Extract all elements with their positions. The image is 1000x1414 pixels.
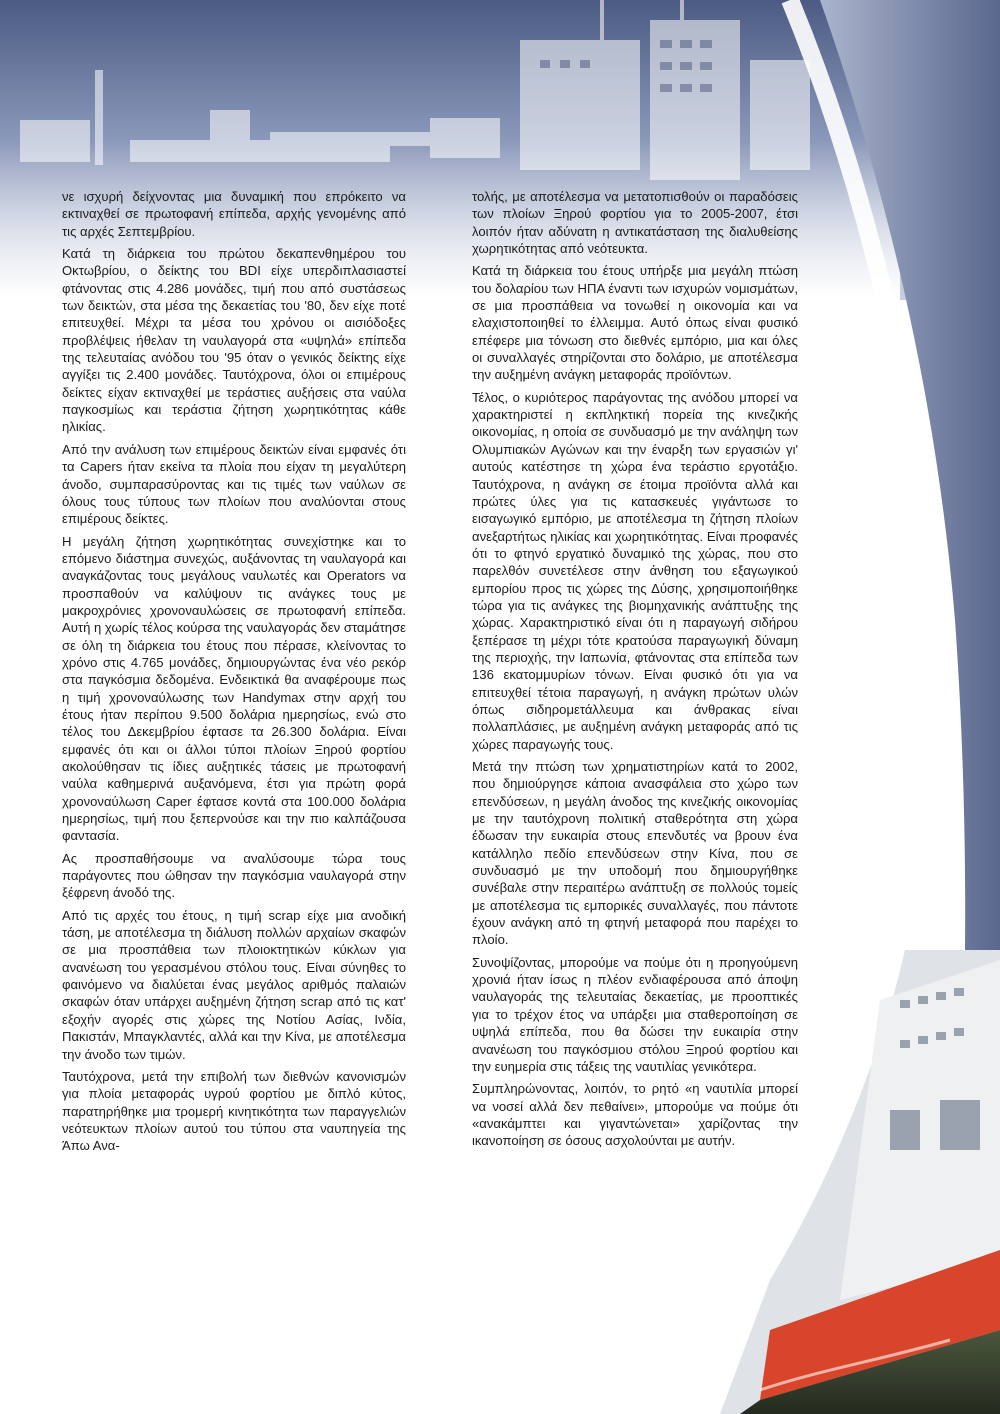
paragraph: Η μεγάλη ζήτηση χωρητικότητας συνεχίστηκε και το επόμενο διάστημα συνεχώς, αυξάνοντας τη ναυλαγορά και αναγκάζοντας τους μεγάλους ναυλωτές και Operators να προσπαθούν να καλύψουν τις ανάγκες τους με μακροχρόνιες χρονοναυλώσεις σε πρωτοφανή επίπεδα. Αυτή η χωρίς τέλος κούρσα της ναυλαγοράς δεν σταμάτησε σε όλη τη διάρκεια του έτους που πέρασε, κλείνοντας το χρόνο στις 4.765 μονάδες, δημιουργώντας ένα νέο ρεκόρ στα παγκόσμια δεδομένα. Ενδεικτικά θα αναφέρουμε πως η τιμή χρονοναύλωσης των Handymax στην αρχή του έτους ήταν περίπου 9.500 δολάρια ημερησίως, ενώ στο τέλος του Δεκεμβρίου έφτασε τα 26.300 δολάρια. Είναι εμφανές ότι και οι άλλοι τύποι πλοίων Ξηρού φορτίου ακολούθησαν τις ίδιες αυξητικές τάσεις με πρωτοφανή ναύλα καθημερινά αυξανόμενα, έτσι για πρώτη φορά χρονοναύλωση Caper έφτασε κοντά στα 100.000 δολάρια ημερησίως, τιμή που ξεπερνούσε και την πιο καλπάζουσα φαντασία. bbox=[62, 533, 406, 844]
paragraph: Τέλος, ο κυριότερος παράγοντας της ανόδου μπορεί να χαρακτηριστεί η εκπληκτική πορεία της κινεζικής οικονομίας, η οποία σε συνδυασμό με την ανάληψη των Ολυμπιακών Αγώνων και την έναρξη των εργασιών γι' αυτούς κατέστησε τη χώρα ένα τεράστιο εργοτάξιο. Ταυτόχρονα, η ανάγκη σε έτοιμα προϊόντα αλλά και πρώτες ύλες για τις κατασκευές γιγάντωσε το εισαγωγικό εμπόριο, με αποτέλεσμα τη ζήτηση πλοίων ανεξαρτήτως ηλικίας και χωρητικότητας. Είναι προφανές ότι το φτηνό εργατικό δυναμικό της χώρας, που στο παρελθόν συνετέλεσε στην άνθηση του εξαγωγικού εμπορίου προς τις χώρες της Δύσης, χρησιμοποιήθηκε τώρα για τις ανάγκες της βιομηχανικής ανάπτυξης της χώρας. Χαρακτηριστικό είναι ότι η παραγωγή σιδήρου ξεπέρασε τη μέχρι τότε κρατούσα παραγωγική δύναμη της περιοχής, την Ιαπωνία, φτάνοντας στα επίπεδα των 136 εκατομμυρίων τόνων. Είναι φυσικό ότι για να επιτευχθεί τέτοια παραγωγή, η ανάγκη πρώτων υλών όπως σιδηρομετάλλευμα και άνθρακας είναι πολλαπλάσιες, με αυξημένη ανάγκη μεταφοράς από τις χώρες παραγωγής τους. bbox=[472, 389, 798, 752]
paragraph: Ταυτόχρονα, μετά την επιβολή των διεθνών κανονισμών για πλοία μεταφοράς υγρού φορτίου με διπλό κύτος, παρατηρήθηκε μια τρομερή κινητικότητα των παραγγελιών νεότευκτων πλοίων αυτού του τύπου στα ναυπηγεία της Άπω Ανα- bbox=[62, 1068, 406, 1154]
paragraph: Κατά τη διάρκεια του πρώτου δεκαπενθημέρου του Οκτωβρίου, ο δείκτης του BDI είχε υπερδιπλασιαστεί φτάνοντας στις 4.286 μονάδες, τιμή που από συστάσεως των δεικτών, στα μέσα της δεκαετίας του '80, δεν είχε ποτέ επιτευχθεί. Μέχρι τα μέσα του χρόνου οι αισιόδοξες προβλέψεις ήθελαν τη ναυλαγορά στα «υψηλά» επίπεδα της τελευταίας ανόδου του '95 όταν ο γενικός δείκτης είχε αγγίξει τις 2.400 μονάδες. Ταυτόχρονα, όλοι οι επιμέρους δείκτες είχαν εκτιναχθεί με τεράστιες αυξήσεις στα ναύλα παγκοσμίως και τεράστια ζήτηση χωρητικότητας κάθε ηλικίας. bbox=[62, 246, 406, 435]
paragraph: νε ισχυρή δείχνοντας μια δυναμική που επρόκειτο να εκτιναχθεί σε πρωτοφανή επίπεδα, αρχής γενομένης από τις αρχές Σεπτεμβρίου. bbox=[62, 189, 406, 239]
paragraph: Συνοψίζοντας, μπορούμε να πούμε ότι η προηγούμενη χρονιά ήταν ίσως η πλέον ενδιαφέρουσα από άποψη ναυλαγοράς της τελευταίας δεκαετίας, με προοπτικές για το τρέχον έτος να υπάρξει μια σταθεροποίηση σε υψηλά επίπεδα, που θα δώσει την ευκαιρία στην ανανέωση του παγκόσμιου στόλου Ξηρού φορτίου και την ευημερία στις τάξεις της ναυτιλίας γενικότερα. bbox=[472, 954, 798, 1074]
article-right-column bbox=[472, 188, 798, 1150]
paragraph: Μετά την πτώση των χρηματιστηρίων κατά το 2002, που δημιούργησε κάποια ανασφάλεια στο χώρο των επενδύσεων, η μεγάλη άνοδος της κινεζικής οικονομίας με την ταυτόχρονη πολιτική σταθερότητα στη χώρα έδωσαν την ευκαιρία στους επενδυτές να βρουν ένα κατάλληλο πεδίο επενδύσεων στην Κίνα, που σε συνδυασμό με την υποδομή που δημιουργήθηκε συνέβαλε στην περαιτέρω ανάπτυξη σε πολλούς τομείς με αποτέλεσμα τις εμπορικές συναλλαγές, που πάντοτε έχουν ανάγκη από τη φτηνή μεταφορά που παρέχει το πλοίο. bbox=[472, 759, 798, 948]
paragraph: Ας προσπαθήσουμε να αναλύσουμε τώρα τους παράγοντες που ώθησαν την παγκόσμια ναυλαγορά στην ξέφρενη άνοδό της. bbox=[62, 850, 406, 901]
paragraph: τολής, με αποτέλεσμα να μετατοπισθούν οι παραδόσεις των πλοίων Ξηρού φορτίου για το 2005-2007, έτσι λοιπόν ήταν αδύνατη η αντικατάσταση της διαλυθείσης χωρητικότητας από νεότευκτα. bbox=[472, 189, 798, 257]
paragraph: Από την ανάλυση των επιμέρους δεικτών είναι εμφανές ότι τα Capers ήταν εκείνα τα πλοία που είχαν τη μεγαλύτερη άνοδο, συμπαρασύροντας και τις τιμές των ναύλων σε όλους τους τύπους των πλοίων που αναλύονται στους επιμέρους δείκτες. bbox=[62, 441, 406, 527]
paragraph: Από τις αρχές του έτους, η τιμή scrap είχε μια ανοδική τάση, με αποτέλεσμα τη διάλυση πολλών αρχαίων σκαφών σε μια προσπάθεια των πλοιοκτητικών κύκλων για ανανέωση του γερασμένου στόλου τους. Είναι σύνηθες το φαινόμενο να διαλύεται ένας μεγάλος αριθμός παλαιών σκαφών όταν υπάρχει αυξημένη ζήτηση scrap από τις κατ' εξοχήν αγορές στις χώρες της Νοτίου Ασίας, Ινδία, Πακιστάν, Μπαγκλαντές, αλλά και την Κίνα, με αποτέλεσμα την άνοδο των τιμών. bbox=[62, 907, 406, 1062]
paragraph: Κατά τη διάρκεια του έτους υπήρξε μια μεγάλη πτώση του δολαρίου των ΗΠΑ έναντι των ισχυρών νομισμάτων, σε μια προσπάθεια να τονωθεί η οικονομία και να ελαχιστοποιηθεί το έλλειμμα. Αυτό όπως είναι φυσικό επέφερε μια τόνωση στο διεθνές εμπόριο, μια και όλες οι συναλλαγές στηρίζονται στο δολάριο, με αποτέλεσμα την αυξημένη ανάγκη μεταφοράς προϊόντων. bbox=[472, 263, 798, 383]
article-left-column bbox=[62, 188, 406, 1155]
paragraph: Συμπληρώνοντας, λοιπόν, το ρητό «η ναυτιλία μπορεί να νοσεί αλλά δεν πεθαίνει», μπορούμε να πούμε ότι «ανακάμπτει και γιγαντώνεται» χαρίζοντας την ικανοποίηση σε όσους ασχολούνται με αυτήν. bbox=[472, 1081, 798, 1149]
